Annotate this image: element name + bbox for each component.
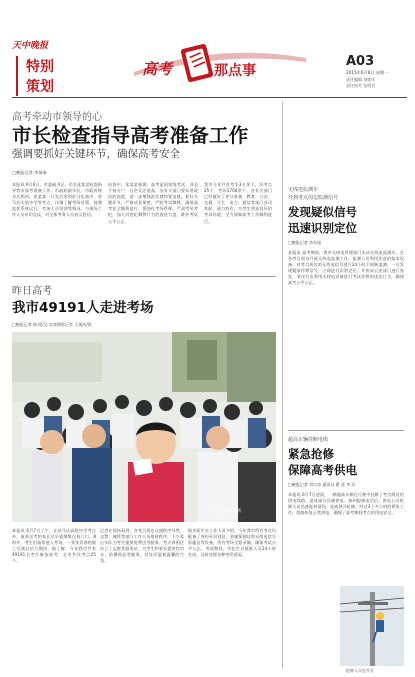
photo-story-col-2: 记者在现场看到，各考点周边交通秩序井然，交警、城管等部门工作人员维持秩序，不少爱心车队为考生提供免费送考服务。考点周围还设立了志愿者服务站，为考生和家长提供饮用水、防暑药品等服务，处处洋溢着温馨的气氛。 bbox=[100, 528, 184, 564]
editor-line-2: 责任校对 张明君 bbox=[346, 83, 376, 88]
lead-subhead: 强调要抓好关键环节，确保高考安全 bbox=[12, 148, 180, 160]
photo-story-byline: □晚报记者 杨 阳/文 首席摄影记者 王建成/图 bbox=[12, 322, 92, 327]
small-photo-caption: 抢修人员在作业 bbox=[346, 668, 374, 673]
banner-title-main: 高考 bbox=[142, 60, 173, 78]
banner-title-rest: 那点事 bbox=[214, 63, 256, 79]
photo-story-col-1: 本报讯 6月7日上午，在驻马店高级中学考点外，前来送考的家长早早就聚集在校门口。8时许，考生们陆续进入考场，一张张青春的脸上写满自信与期待。据了解，今年我市共有49191名考生参加高考，全市共设考点25个。 bbox=[12, 528, 96, 564]
lead-divider bbox=[12, 276, 276, 277]
section-label-line-1: 特别 bbox=[26, 59, 54, 75]
lead-kicker: 高考牵动市领导的心 bbox=[12, 112, 102, 123]
lead-body-col-3: 我市今年共有考生3万余人，设考点25个、考场1700余个。各有关部门已经做好了充分准备，教育、公安、交通、卫生、电力、通信等部门各司其职、通力协作，为考生营造良好的考试环境，全力保障高考工作顺利进行。 bbox=[204, 182, 272, 224]
editor-line-1: 责任编辑 刘敏军 bbox=[346, 77, 376, 82]
side-b-headline-2: 保障高考供电 bbox=[288, 463, 357, 477]
power-repair-photo bbox=[340, 586, 404, 666]
banner-graphic bbox=[130, 42, 310, 86]
paper-name: 天中晚报 bbox=[12, 41, 49, 51]
power-pole-illustration bbox=[340, 586, 404, 666]
exam-crowd-photo bbox=[12, 332, 276, 522]
side-a-byline: □晚报记者 李东旭 bbox=[288, 240, 322, 245]
section-label-line-2: 策划 bbox=[26, 79, 54, 95]
side-a-kicker: 无线电监测车 bbox=[288, 187, 319, 193]
side-b-body: 本报讯 6月7日凌晨，一辆超高车辆在行驶中挂断了考点附近的供电线路，造成部分区域停电。接到报修电话后，供电公司抢修人员迅速赶到现场，连夜展开抢修，经过3个多小时的紧张工作，线路恢复正常供电，确保了高考期间考点的用电安全。 bbox=[288, 492, 404, 516]
header-rule bbox=[12, 97, 407, 98]
paper-logo bbox=[12, 38, 62, 50]
side-a-headline-1: 发现疑似信号 bbox=[288, 205, 357, 219]
lead-body-col-1: 本报讯 6月6日，市委副书记、市长张某某检查指导我市高考准备工作。市政府副市长、市政府秘书长陪同。张某某一行先后来到驻马店高中、驻马店实验中学等考点，详细了解考场设置、视频监控系统运行、考务人员培训等情况，与现场工作人员亲切交谈，对全体考务人员表示慰问。 bbox=[12, 182, 102, 218]
photo-story-kicker: 昨日高考 bbox=[12, 286, 52, 297]
section-label bbox=[16, 56, 54, 96]
side-b-byline: □晚报记者 刘兴涛 通讯员 翟 涛 李 芳 bbox=[288, 482, 356, 487]
side-a-headline-2: 迅速识别定位 bbox=[288, 221, 357, 235]
side-b-kicker: 超高车辆挂断电缆 bbox=[288, 437, 329, 443]
issue-date: 2015年6月8日 星期一 bbox=[346, 70, 389, 75]
lead-body-col-2: 检查中，张某某强调，高考是国家级考试，涉及千家万户，社会关注度高。各有关部门要从讲政治的高度，进一步增强责任感和紧迫感，抓好关键环节，严格试卷保密，严防考试舞弊，确保高考安全顺利进行。要强化考场管理，严肃考风考纪，加大对违纪舞弊行为的查处力度，维护考试公平公正。 bbox=[108, 182, 198, 224]
photo-story-col-3: 据市招生办工作人员介绍，今年我市所有考点均配备了身份证识别仪、金属探测仪和无线电信号屏蔽仪等设备，所有考场全程录像，确保考试公平公正。考试期间，市招生办值班人员24小时在岗，及时处理各种突发情况。 bbox=[188, 528, 276, 558]
side-a-body: 本报讯 高考期间，我市无线电管理部门出动无线电监测车，在各考点周边开展无线电监测工作。监测人员利用先进的技术设备，对考点周边的无线电信号进行24小时不间断监测，一旦发现疑似作弊信号，立即进行识别定位，并协同公安部门进行查处，坚决打击利用无线电设备进行考试作弊的违法行为，确保高考公平公正。 bbox=[288, 250, 404, 286]
exam-crowd-illustration bbox=[12, 332, 276, 522]
page-number: A03 bbox=[346, 54, 375, 69]
lead-byline: □晚报记者 李瑞瑞 bbox=[12, 170, 47, 175]
column-divider bbox=[282, 102, 283, 668]
side-divider bbox=[288, 430, 404, 431]
side-b-headline-1: 紧急抢修 bbox=[288, 447, 334, 461]
page-header bbox=[0, 0, 415, 100]
photo-caption: 考生进入考场 bbox=[214, 509, 241, 514]
photo-story-headline: 我市49191人走进考场 bbox=[12, 300, 154, 316]
side-a-kicker-2: 开到考点周边监测信号 bbox=[288, 195, 339, 201]
lead-headline: 市长检查指导高考准备工作 bbox=[12, 124, 249, 147]
